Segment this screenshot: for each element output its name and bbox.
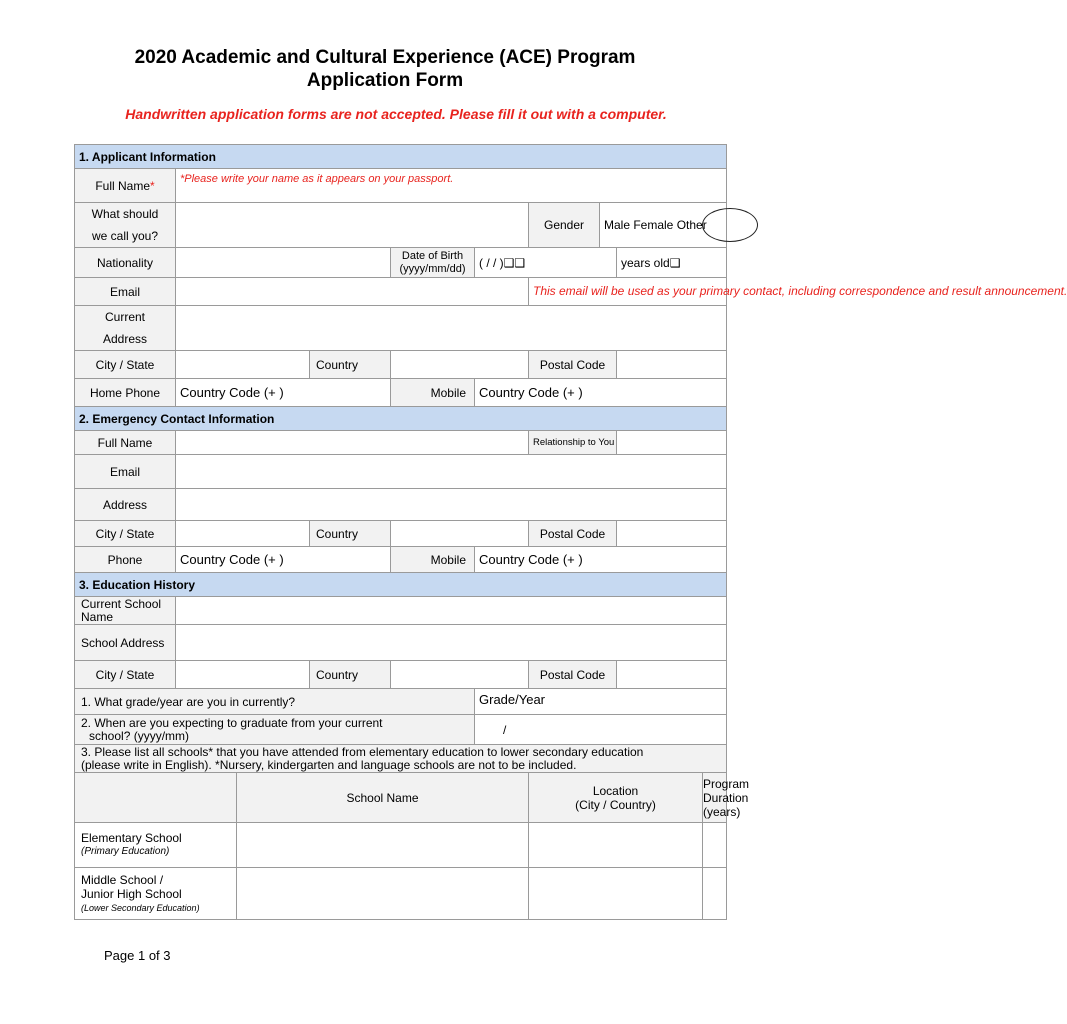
q1-grade-question: 1. What grade/year are you in currently?	[75, 689, 475, 715]
q2-graduation-question: 2. When are you expecting to graduate from your current school? (yyyy/mm)	[75, 715, 475, 745]
full-name-note: *Please write your name as it appears on your passport.	[180, 173, 454, 185]
home-phone-field[interactable]: Country Code (+ )	[176, 379, 391, 407]
q2-graduation-field[interactable]: /	[475, 715, 727, 745]
ec-phone-label: Phone	[75, 547, 176, 573]
mobile-field[interactable]: Country Code (+ )	[475, 379, 727, 407]
row-elementary-school: Elementary School (Primary Education)	[75, 823, 237, 868]
nationality-field[interactable]	[176, 248, 391, 278]
email-label: Email	[75, 278, 176, 306]
dob-field[interactable]: ( / / )❑❑	[475, 248, 617, 278]
page-number: Page 1 of 3	[104, 948, 171, 963]
gender-selection-circle	[702, 208, 758, 242]
schools-header-blank	[75, 773, 237, 823]
current-address-label: Current Address	[75, 306, 176, 351]
email-note: This email will be used as your primary contact, including correspondence and result announcement.	[529, 278, 727, 306]
ec-email-field[interactable]	[176, 455, 727, 489]
relationship-label: Relationship to You	[529, 431, 617, 455]
school-postal-label: Postal Code	[529, 661, 617, 689]
ec-postal-code-field[interactable]	[617, 521, 727, 547]
ec-mobile-field[interactable]: Country Code (+ )	[475, 547, 727, 573]
school-address-label: School Address	[75, 625, 176, 661]
ec-country-field[interactable]	[391, 521, 529, 547]
ec-full-name-field[interactable]	[176, 431, 529, 455]
school-name-label: Current School Name	[75, 597, 176, 625]
application-form-table	[74, 144, 1067, 920]
handwritten-notice: Handwritten application forms are not accepted. Please fill it out with a computer.	[125, 106, 667, 122]
current-address-field[interactable]	[176, 306, 727, 351]
q3-schools-instruction: 3. Please list all schools* that you have attended from elementary education to lower secondary education (please write in English). *Nursery, kindergarten and language schools are not to be included.	[75, 745, 727, 773]
row-middle-school: Middle School / Junior High School (Lower Secondary Education)	[75, 868, 237, 920]
middle-duration-field[interactable]	[703, 868, 727, 920]
full-name-field[interactable]	[176, 169, 727, 203]
elementary-school-name-field[interactable]	[237, 823, 529, 868]
ec-full-name-label: Full Name	[75, 431, 176, 455]
title-line-2: Application Form	[306, 70, 464, 91]
ec-city-state-field[interactable]	[176, 521, 310, 547]
ec-address-field[interactable]	[176, 489, 727, 521]
title-line-1: 2020 Academic and Cultural Experience (ACE) Program	[134, 47, 636, 68]
city-state-field[interactable]	[176, 351, 310, 379]
school-name-field[interactable]	[176, 597, 727, 625]
required-mark: *	[150, 178, 155, 193]
school-country-field[interactable]	[391, 661, 529, 689]
section-3-heading: 3. Education History	[75, 573, 727, 597]
ec-address-label: Address	[75, 489, 176, 521]
city-state-label: City / State	[75, 351, 176, 379]
school-address-field[interactable]	[176, 625, 727, 661]
home-phone-label: Home Phone	[75, 379, 176, 407]
elementary-duration-field[interactable]	[703, 823, 727, 868]
full-name-label: Full Name*	[75, 169, 176, 203]
section-2-heading: 2. Emergency Contact Information	[75, 407, 727, 431]
mobile-label: Mobile	[391, 379, 475, 407]
section-1-heading: 1. Applicant Information	[75, 145, 727, 169]
dob-label: Date of Birth (yyyy/mm/dd)	[391, 248, 475, 278]
country-label: Country	[310, 351, 391, 379]
ec-city-state-label: City / State	[75, 521, 176, 547]
q1-grade-field[interactable]: Grade/Year	[475, 689, 727, 715]
school-country-label: Country	[310, 661, 391, 689]
relationship-field[interactable]	[617, 431, 727, 455]
nationality-label: Nationality	[75, 248, 176, 278]
school-postal-field[interactable]	[617, 661, 727, 689]
middle-school-name-field[interactable]	[237, 868, 529, 920]
ec-phone-field[interactable]: Country Code (+ )	[176, 547, 391, 573]
call-name-label: What should we call you?	[75, 203, 176, 248]
middle-location-field[interactable]	[529, 868, 703, 920]
email-field[interactable]	[176, 278, 529, 306]
col-duration: Program Duration (years)	[703, 773, 727, 823]
form-title	[0, 46, 770, 92]
col-school-name: School Name	[237, 773, 529, 823]
gender-options[interactable]: Male Female Other	[600, 203, 727, 248]
ec-mobile-label: Mobile	[391, 547, 475, 573]
ec-email-label: Email	[75, 455, 176, 489]
country-field[interactable]	[391, 351, 529, 379]
call-name-field[interactable]	[176, 203, 529, 248]
ec-country-label: Country	[310, 521, 391, 547]
col-location: Location (City / Country)	[529, 773, 703, 823]
elementary-location-field[interactable]	[529, 823, 703, 868]
gender-label: Gender	[529, 203, 600, 248]
school-city-label: City / State	[75, 661, 176, 689]
school-city-field[interactable]	[176, 661, 310, 689]
postal-code-label: Postal Code	[529, 351, 617, 379]
ec-postal-code-label: Postal Code	[529, 521, 617, 547]
age-field[interactable]: years old❑	[617, 248, 727, 278]
postal-code-field[interactable]	[617, 351, 727, 379]
